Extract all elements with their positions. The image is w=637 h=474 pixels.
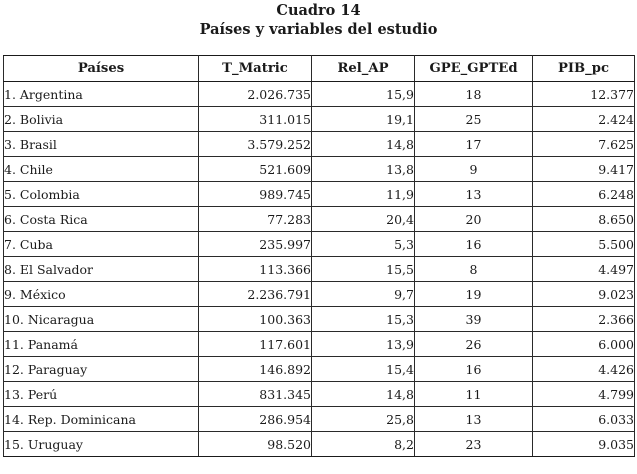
table-row (4, 132, 635, 157)
cell-gpe-gpted: 25 (415, 107, 533, 132)
cell-gpe-gpted: 20 (415, 207, 533, 232)
cell-t-matric: 3.579.252 (199, 132, 312, 157)
cell-rel-ap: 19,1 (312, 107, 415, 132)
cell-pais: 8. El Salvador (4, 257, 199, 282)
cell-rel-ap: 11,9 (312, 182, 415, 207)
cell-gpe-gpted: 16 (415, 232, 533, 257)
cell-pib-pc: 9.417 (533, 157, 635, 182)
cell-gpe-gpted: 13 (415, 182, 533, 207)
cell-rel-ap: 14,8 (312, 382, 415, 407)
cell-pais: 3. Brasil (4, 132, 199, 157)
cell-rel-ap: 15,3 (312, 307, 415, 332)
cell-t-matric: 117.601 (199, 332, 312, 357)
cell-rel-ap: 15,9 (312, 82, 415, 107)
cell-gpe-gpted: 8 (415, 257, 533, 282)
cell-pais: 13. Perú (4, 382, 199, 407)
cell-gpe-gpted: 23 (415, 432, 533, 457)
header-pib-pc: PIB_pc (533, 56, 635, 82)
table-header-row (4, 56, 635, 82)
cell-pais: 5. Colombia (4, 182, 199, 207)
cell-t-matric: 286.954 (199, 407, 312, 432)
cell-gpe-gpted: 17 (415, 132, 533, 157)
cell-t-matric: 77.283 (199, 207, 312, 232)
cell-t-matric: 989.745 (199, 182, 312, 207)
cell-pib-pc: 6.033 (533, 407, 635, 432)
table-row (4, 157, 635, 182)
cell-pais: 6. Costa Rica (4, 207, 199, 232)
cell-t-matric: 113.366 (199, 257, 312, 282)
table-row (4, 232, 635, 257)
cell-pais: 4. Chile (4, 157, 199, 182)
header-paises: Países (4, 56, 199, 82)
cell-gpe-gpted: 39 (415, 307, 533, 332)
table-row (4, 107, 635, 132)
cell-gpe-gpted: 19 (415, 282, 533, 307)
table-row (4, 332, 635, 357)
cell-pib-pc: 4.497 (533, 257, 635, 282)
table-row (4, 182, 635, 207)
table-title: Países y variables del estudio (199, 21, 438, 38)
cell-rel-ap: 20,4 (312, 207, 415, 232)
cell-pib-pc: 6.000 (533, 332, 635, 357)
cell-rel-ap: 5,3 (312, 232, 415, 257)
table-row (4, 432, 635, 457)
table-row (4, 207, 635, 232)
cell-pais: 11. Panamá (4, 332, 199, 357)
table-row (4, 282, 635, 307)
cell-pais: 2. Bolivia (4, 107, 199, 132)
cell-t-matric: 146.892 (199, 357, 312, 382)
cell-pais: 7. Cuba (4, 232, 199, 257)
countries-table (3, 55, 635, 457)
cell-pib-pc: 2.424 (533, 107, 635, 132)
cell-pib-pc: 9.023 (533, 282, 635, 307)
cell-gpe-gpted: 9 (415, 157, 533, 182)
cell-rel-ap: 13,8 (312, 157, 415, 182)
cell-t-matric: 2.236.791 (199, 282, 312, 307)
cell-gpe-gpted: 26 (415, 332, 533, 357)
table-row (4, 307, 635, 332)
cell-gpe-gpted: 18 (415, 82, 533, 107)
cell-rel-ap: 14,8 (312, 132, 415, 157)
cell-pais: 12. Paraguay (4, 357, 199, 382)
header-gpe-gpted: GPE_GPTEd (415, 56, 533, 82)
cell-pib-pc: 7.625 (533, 132, 635, 157)
cell-pib-pc: 6.248 (533, 182, 635, 207)
cell-pais: 10. Nicaragua (4, 307, 199, 332)
cell-pais: 1. Argentina (4, 82, 199, 107)
cell-t-matric: 311.015 (199, 107, 312, 132)
cell-pais: 14. Rep. Dominicana (4, 407, 199, 432)
cell-t-matric: 521.609 (199, 157, 312, 182)
header-rel-ap: Rel_AP (312, 56, 415, 82)
cell-rel-ap: 13,9 (312, 332, 415, 357)
cell-pais: 9. México (4, 282, 199, 307)
cell-pib-pc: 4.799 (533, 382, 635, 407)
table-row (4, 407, 635, 432)
cell-gpe-gpted: 11 (415, 382, 533, 407)
cell-t-matric: 100.363 (199, 307, 312, 332)
cell-pais: 15. Uruguay (4, 432, 199, 457)
table-row (4, 257, 635, 282)
cell-rel-ap: 25,8 (312, 407, 415, 432)
cell-pib-pc: 5.500 (533, 232, 635, 257)
table-row (4, 82, 635, 107)
cell-pib-pc: 8.650 (533, 207, 635, 232)
table-number: Cuadro 14 (276, 2, 361, 19)
header-t-matric: T_Matric (199, 56, 312, 82)
cell-pib-pc: 2.366 (533, 307, 635, 332)
cell-gpe-gpted: 13 (415, 407, 533, 432)
cell-pib-pc: 4.426 (533, 357, 635, 382)
cell-rel-ap: 15,4 (312, 357, 415, 382)
cell-pib-pc: 9.035 (533, 432, 635, 457)
table-row (4, 357, 635, 382)
cell-gpe-gpted: 16 (415, 357, 533, 382)
cell-rel-ap: 15,5 (312, 257, 415, 282)
cell-rel-ap: 9,7 (312, 282, 415, 307)
cell-t-matric: 98.520 (199, 432, 312, 457)
cell-t-matric: 2.026.735 (199, 82, 312, 107)
cell-t-matric: 235.997 (199, 232, 312, 257)
cell-rel-ap: 8,2 (312, 432, 415, 457)
cell-pib-pc: 12.377 (533, 82, 635, 107)
table-row (4, 382, 635, 407)
cell-t-matric: 831.345 (199, 382, 312, 407)
